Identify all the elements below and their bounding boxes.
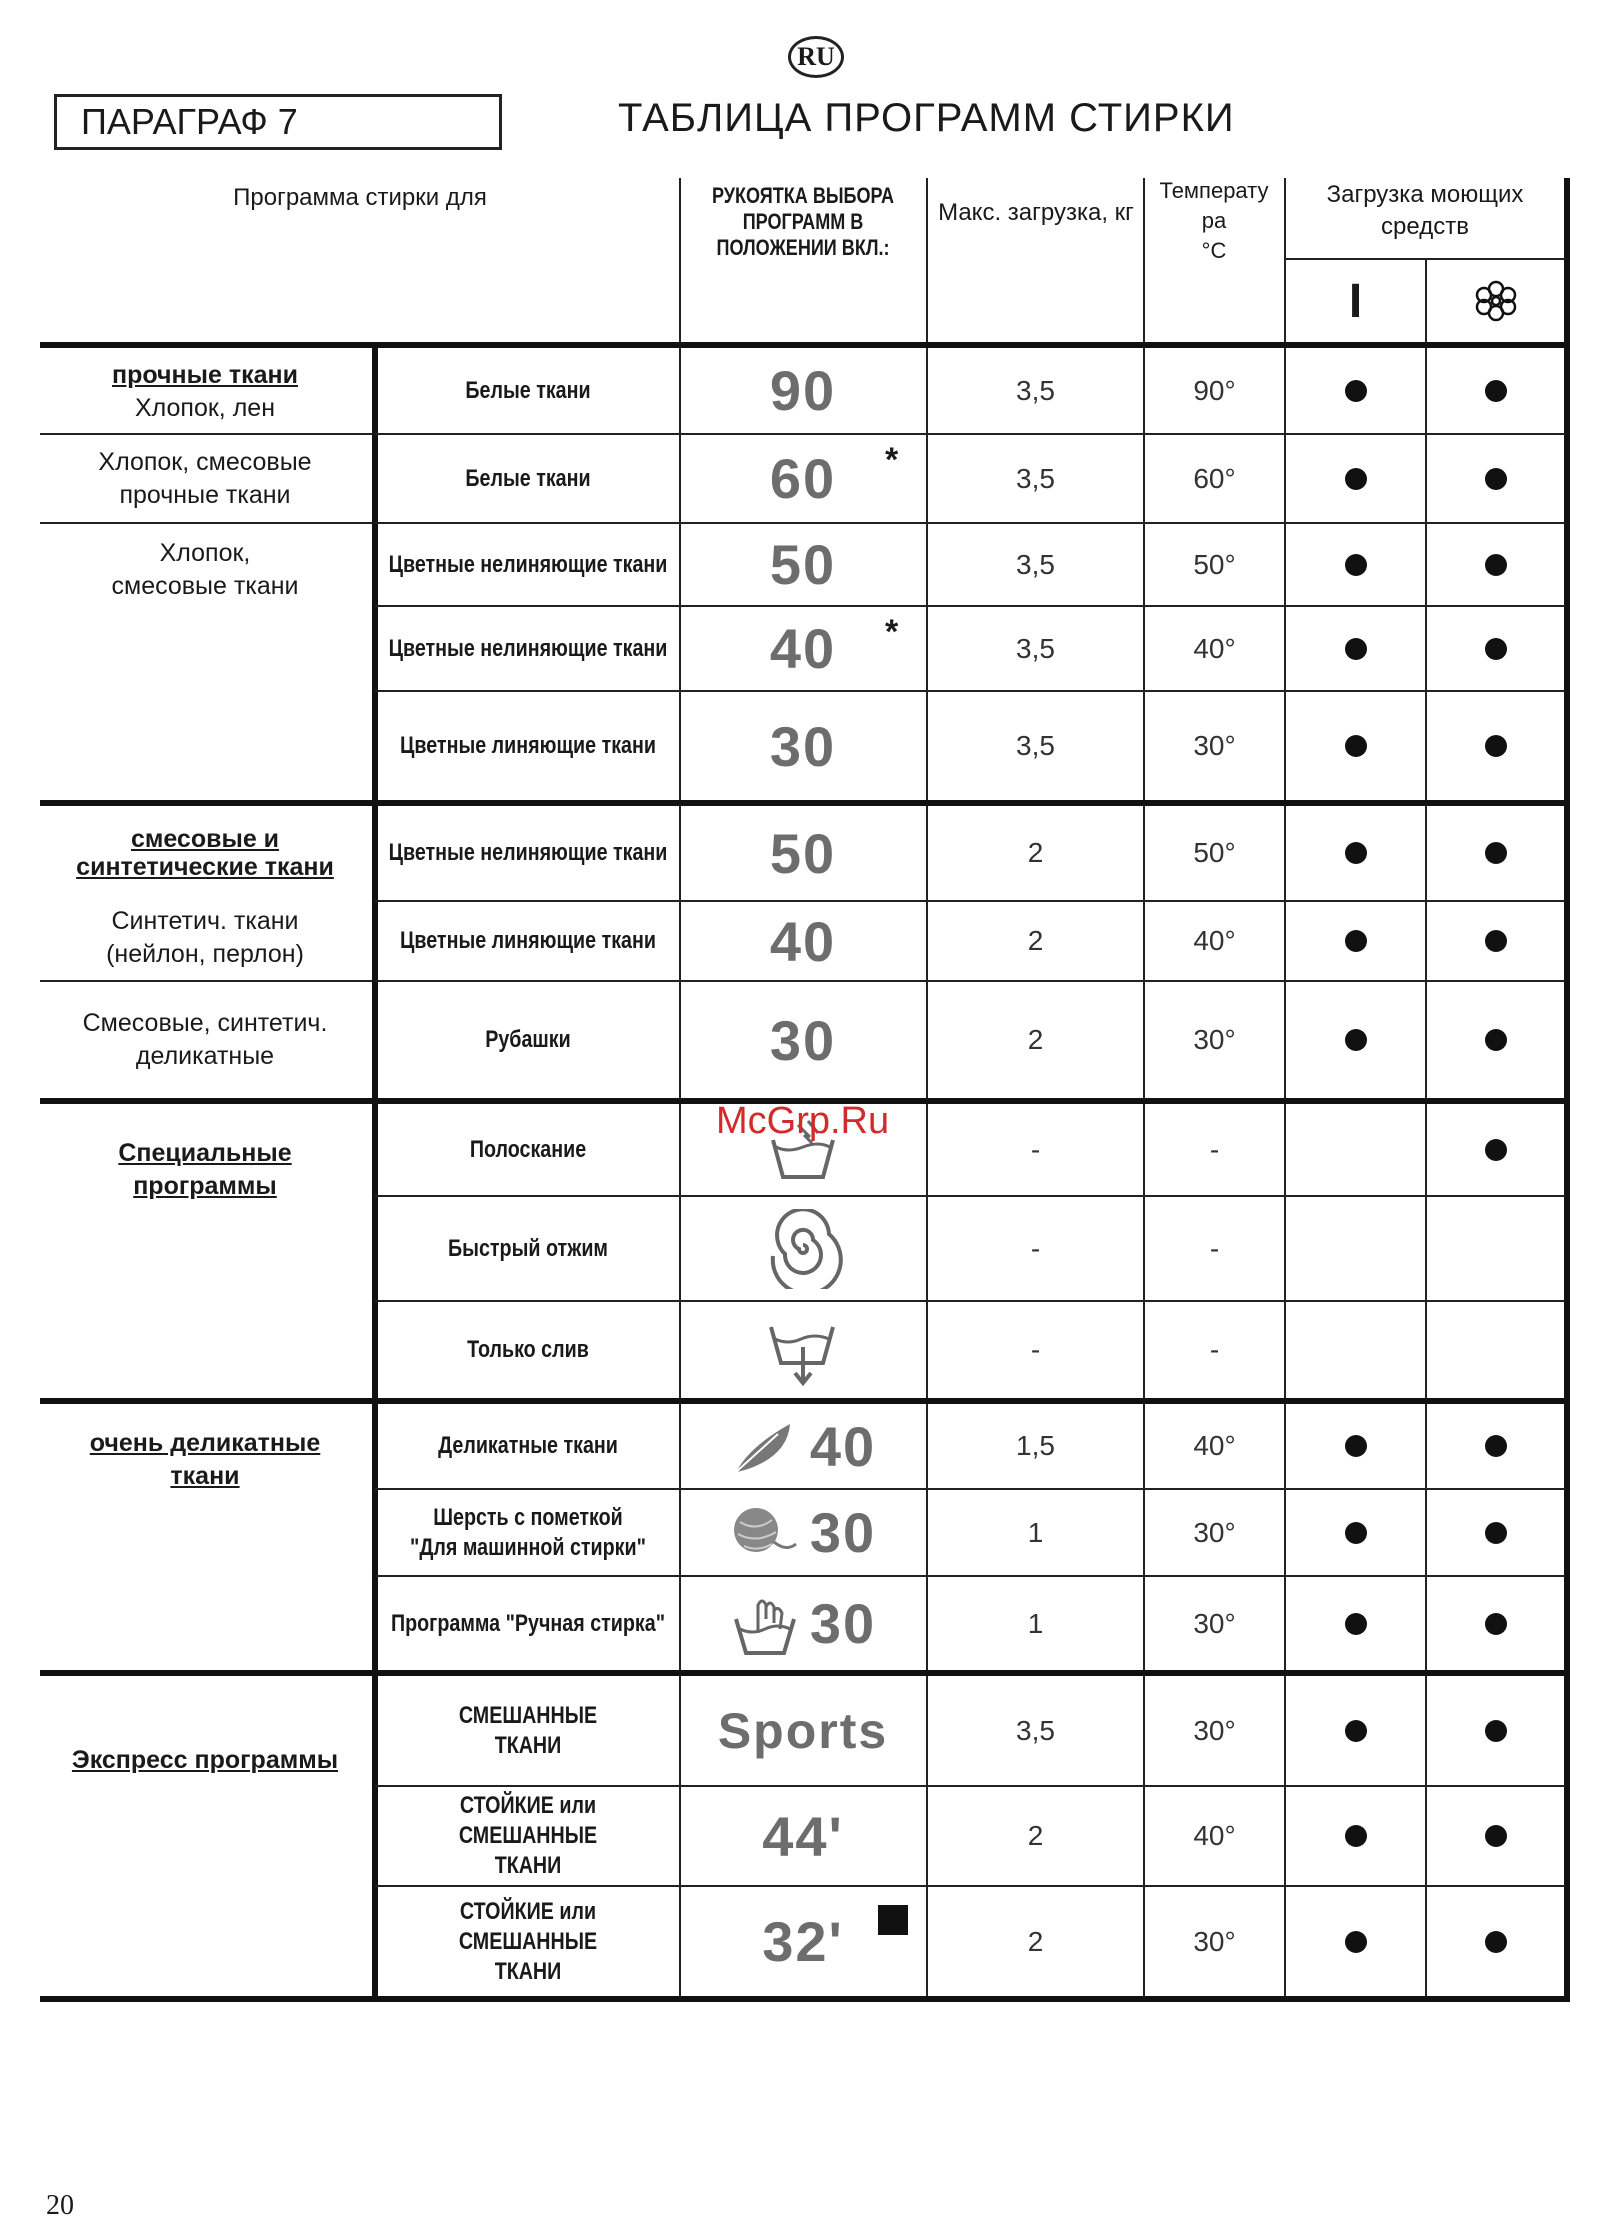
dot-icon (1485, 1825, 1507, 1847)
dot-icon (1345, 638, 1367, 660)
row-fabric-text: Белые ткани (465, 464, 591, 492)
group-strong-sub3 (40, 530, 370, 610)
row-main-wash (1286, 1577, 1425, 1670)
row-fabric-text: Цветные нелиняющие ткани (388, 634, 668, 662)
header-load: Макс. загрузка, кг (938, 199, 1134, 226)
group-strong-fabrics (40, 350, 370, 433)
feather-icon (730, 1416, 800, 1476)
row-knob-value: 30 (809, 1592, 877, 1655)
watermark: McGrp.Ru (716, 1100, 890, 1142)
row-fabric-text: Рубашки (485, 1026, 571, 1053)
dot-icon (1345, 468, 1367, 490)
row-load: - (1030, 1133, 1041, 1165)
dot-icon (1485, 735, 1507, 757)
row-fabric (405, 1197, 651, 1300)
row-knob (681, 1887, 925, 1996)
row-softener (1427, 1404, 1564, 1488)
row-main-wash (1286, 348, 1425, 433)
group-mixed-title-b: синтетические ткани (76, 853, 334, 881)
row-load: 3,5 (1016, 632, 1055, 664)
dot-icon (1485, 380, 1507, 402)
row-knob-value: 32' (762, 1910, 844, 1973)
row-temp: 30° (1193, 1607, 1236, 1639)
dot-icon (1485, 638, 1507, 660)
row-fabric (400, 902, 656, 980)
row-softener (1427, 524, 1564, 605)
row-main-wash (1286, 692, 1425, 800)
dot-icon (1345, 1435, 1367, 1457)
row-fabric (400, 692, 656, 800)
group-delicate-title-b: ткани (170, 1462, 240, 1490)
row-knob (681, 1404, 925, 1488)
dot-icon (1345, 842, 1367, 864)
row-fabric (388, 607, 668, 690)
row-fabric (405, 1404, 651, 1488)
wool-icon (730, 1502, 800, 1564)
row-knob-value: 40 (769, 617, 837, 680)
row-main-wash (1286, 524, 1425, 605)
row-fabric (390, 1577, 666, 1670)
ru-badge: RU (788, 36, 844, 78)
row-knob-value: 30 (769, 1008, 837, 1072)
row-temp: 40° (1193, 632, 1236, 664)
row-temp: 30° (1193, 1714, 1236, 1746)
row-fabric-text: Полоскание (469, 1135, 587, 1163)
dot-icon (1485, 842, 1507, 864)
row-load: 1,5 (1016, 1430, 1055, 1461)
row-softener (1427, 1887, 1564, 1996)
row-fabric-text: СМЕШАННЫЕ (458, 1822, 598, 1849)
row-fabric (388, 524, 668, 605)
row-knob-value: 44' (762, 1804, 844, 1868)
row-fabric (405, 982, 651, 1098)
row-fabric-text: Цветные линяющие ткани (400, 732, 656, 759)
group-special (40, 1130, 370, 1210)
row-knob (681, 1302, 925, 1398)
row-temp: 50° (1193, 548, 1236, 580)
row-softener (1427, 1197, 1564, 1300)
row-fabric-text: СТОЙКИЕ или (459, 1897, 597, 1925)
header-temp-l3: °C (1201, 238, 1227, 263)
row-knob (681, 1577, 925, 1670)
row-temp: 40° (1193, 1820, 1236, 1851)
row-fabric-text: ТКАНИ (494, 1731, 562, 1759)
dot-icon (1485, 1435, 1507, 1457)
group-strong-title: прочные ткани (112, 360, 298, 389)
dot-icon (1485, 1522, 1507, 1544)
row-softener (1427, 435, 1564, 522)
row-temp: 90° (1193, 374, 1236, 406)
row-softener (1427, 1676, 1564, 1785)
row-fabric (405, 1887, 651, 1996)
row-temp: 30° (1193, 1516, 1236, 1548)
row-fabric-text: ТКАНИ (494, 1852, 562, 1879)
row-softener (1427, 982, 1564, 1098)
row-main-wash (1286, 1490, 1425, 1575)
row-fabric-text: Белые ткани (465, 376, 591, 404)
row-softener (1427, 1490, 1564, 1575)
header-detergent: Загрузка моющих средств (1326, 181, 1524, 240)
dot-icon (1345, 930, 1367, 952)
row-fabric-text: СМЕШАННЫЕ (458, 1927, 598, 1955)
row-load: 2 (1027, 925, 1044, 956)
row-softener (1427, 1787, 1564, 1885)
row-fabric-text: Цветные нелиняющие ткани (388, 550, 668, 578)
row-softener (1427, 1302, 1564, 1398)
row-knob-value: 50 (769, 821, 837, 885)
row-main-wash (1286, 1787, 1425, 1885)
row-fabric (405, 435, 651, 522)
dot-icon (1345, 735, 1367, 757)
row-fabric-text: Цветные нелиняющие ткани (388, 839, 668, 866)
row-temp: 40° (1193, 1430, 1236, 1461)
header-knob: РУКОЯТКА ВЫБОРА ПРОГРАММ В ПОЛОЖЕНИИ ВКЛ.: (711, 183, 895, 260)
row-main-wash (1286, 607, 1425, 690)
dot-icon (1485, 1720, 1507, 1742)
dot-icon (1345, 1613, 1367, 1635)
row-fabric-text: Деликатные ткани (438, 1432, 618, 1459)
row-main-wash (1286, 1404, 1425, 1488)
group-mixed-sub1b: (нейлон, перлон) (106, 939, 304, 968)
row-knob (681, 806, 925, 900)
group-mixed-sub2 (40, 990, 370, 1090)
row-knob-value: Sports (717, 1702, 889, 1759)
row-temp: 60° (1193, 462, 1236, 494)
row-main-wash (1286, 982, 1425, 1098)
header-temp-l2: ра (1201, 208, 1227, 233)
row-fabric (388, 806, 668, 900)
dot-icon (1345, 554, 1367, 576)
row-temp: 50° (1193, 837, 1236, 868)
row-load: 3,5 (1016, 374, 1055, 406)
row-fabric-text: СМЕШАННЫЕ (458, 1701, 598, 1729)
row-load: 2 (1027, 1925, 1044, 1957)
row-knob-value: 60 (769, 447, 837, 510)
group-mixed-sub2a: Смесовые, синтетич. (82, 1009, 328, 1037)
row-load: 1 (1027, 1516, 1044, 1548)
row-softener (1427, 902, 1564, 980)
row-softener (1427, 1104, 1564, 1195)
row-knob-value: 40 (769, 909, 837, 973)
row-softener (1427, 348, 1564, 433)
dot-icon (1345, 1720, 1367, 1742)
main-wash-icon: I (1348, 274, 1363, 328)
row-temp: 30° (1193, 730, 1236, 761)
row-knob-value: 30 (769, 714, 837, 778)
row-load: 3,5 (1016, 548, 1055, 580)
row-main-wash (1286, 1197, 1425, 1300)
dot-icon (1485, 1931, 1507, 1953)
header-temp (1145, 176, 1283, 266)
row-fabric (405, 1787, 651, 1885)
dot-icon (1485, 1139, 1507, 1161)
row-fabric (405, 1302, 651, 1398)
row-fabric (405, 348, 651, 433)
group-mixed-sub1a: Синтетич. ткани (111, 906, 299, 935)
row-temp: - (1209, 1133, 1220, 1165)
group-strong-sub1: Хлопок, лен (134, 393, 275, 422)
row-main-wash (1286, 806, 1425, 900)
row-load: 3,5 (1016, 1714, 1055, 1746)
row-fabric-text: СТОЙКИЕ или (459, 1792, 597, 1819)
row-load: - (1030, 1232, 1041, 1264)
row-knob (681, 1197, 925, 1300)
dot-icon (1345, 380, 1367, 402)
dot-icon (1485, 1613, 1507, 1635)
group-special-title-a: Специальные (118, 1139, 292, 1167)
row-main-wash (1286, 1104, 1425, 1195)
row-temp: - (1209, 1334, 1220, 1365)
row-fabric (405, 1490, 651, 1575)
row-knob (681, 524, 925, 605)
row-load: 2 (1027, 837, 1044, 868)
asterisk-mark: * (885, 441, 899, 479)
row-main-wash (1286, 902, 1425, 980)
dot-icon (1485, 1029, 1507, 1051)
row-fabric-text: Программа "Ручная стирка" (390, 1609, 666, 1637)
row-softener (1427, 1577, 1564, 1670)
row-softener (1427, 607, 1564, 690)
dot-icon (1345, 1029, 1367, 1051)
group-strong-sub2b: прочные ткани (119, 480, 291, 509)
group-strong-sub3a: Хлопок, (159, 539, 251, 567)
group-mixed-synthetic (40, 818, 370, 888)
row-fabric-text: Шерсть с пометкой (433, 1503, 623, 1531)
group-strong-sub3b: смесовые ткани (111, 572, 299, 600)
row-knob-value: 40 (809, 1414, 877, 1478)
dot-icon (1485, 930, 1507, 952)
row-knob (681, 982, 925, 1098)
row-main-wash (1286, 1676, 1425, 1785)
row-main-wash (1286, 435, 1425, 522)
row-fabric (405, 1104, 651, 1195)
row-knob-value: 50 (769, 533, 837, 596)
row-load: 2 (1027, 1024, 1044, 1055)
page-number: 20 (46, 2190, 74, 2221)
header-program: Программа стирки для (233, 184, 487, 211)
page-title: ТАБЛИЦА ПРОГРАММ СТИРКИ (618, 96, 1235, 140)
group-delicate (40, 1420, 370, 1500)
row-load: 3,5 (1016, 462, 1055, 494)
header-temp-l1: Температу (1159, 178, 1269, 203)
row-load: 2 (1027, 1820, 1044, 1851)
section-label: ПАРАГРАФ 7 (54, 94, 502, 150)
group-mixed-sub1 (40, 895, 370, 980)
dot-icon (1485, 468, 1507, 490)
row-load: 3,5 (1016, 730, 1055, 761)
group-delicate-title-a: очень деликатные (89, 1429, 321, 1457)
row-knob (681, 348, 925, 433)
row-softener (1427, 806, 1564, 900)
row-temp: 30° (1193, 1925, 1236, 1957)
dot-icon (1345, 1825, 1367, 1847)
row-fabric-text: "Для машинной стирки" (410, 1533, 646, 1561)
dot-icon (1345, 1931, 1367, 1953)
dot-icon (1345, 1522, 1367, 1544)
row-main-wash (1286, 1302, 1425, 1398)
group-strong-sub2a: Хлопок, смесовые (98, 447, 312, 476)
row-temp: - (1209, 1232, 1220, 1264)
row-knob (681, 692, 925, 800)
row-knob (681, 1676, 925, 1785)
row-temp: 40° (1193, 925, 1236, 956)
row-knob-value: 90 (769, 359, 837, 422)
group-mixed-sub2b: деликатные (135, 1042, 275, 1070)
row-softener (1427, 692, 1564, 800)
softener-icon (1427, 260, 1564, 342)
group-express (40, 1720, 370, 1800)
square-mark (878, 1905, 908, 1935)
row-load: - (1030, 1334, 1041, 1365)
asterisk-mark: * (885, 613, 899, 651)
handwash-icon (730, 1589, 800, 1659)
spin-icon (763, 1209, 843, 1289)
group-special-title-b: программы (133, 1172, 277, 1200)
row-knob (681, 1490, 925, 1575)
group-mixed-title-a: смесовые и (130, 825, 280, 853)
row-fabric (405, 1676, 651, 1785)
group-strong-sub2 (40, 435, 370, 522)
row-fabric-text: Быстрый отжим (448, 1234, 608, 1262)
row-main-wash (1286, 1887, 1425, 1996)
row-knob (681, 902, 925, 980)
drain-icon (763, 1313, 843, 1387)
row-temp: 30° (1193, 1024, 1236, 1055)
row-fabric-text: Только слив (467, 1336, 589, 1363)
row-knob (681, 1787, 925, 1885)
row-knob-value: 30 (809, 1501, 877, 1564)
row-load: 1 (1027, 1607, 1044, 1639)
group-express-title: Экспресс программы (71, 1745, 339, 1774)
dot-icon (1485, 554, 1507, 576)
row-fabric-text: Цветные линяющие ткани (400, 927, 656, 954)
row-fabric-text: ТКАНИ (494, 1957, 562, 1985)
